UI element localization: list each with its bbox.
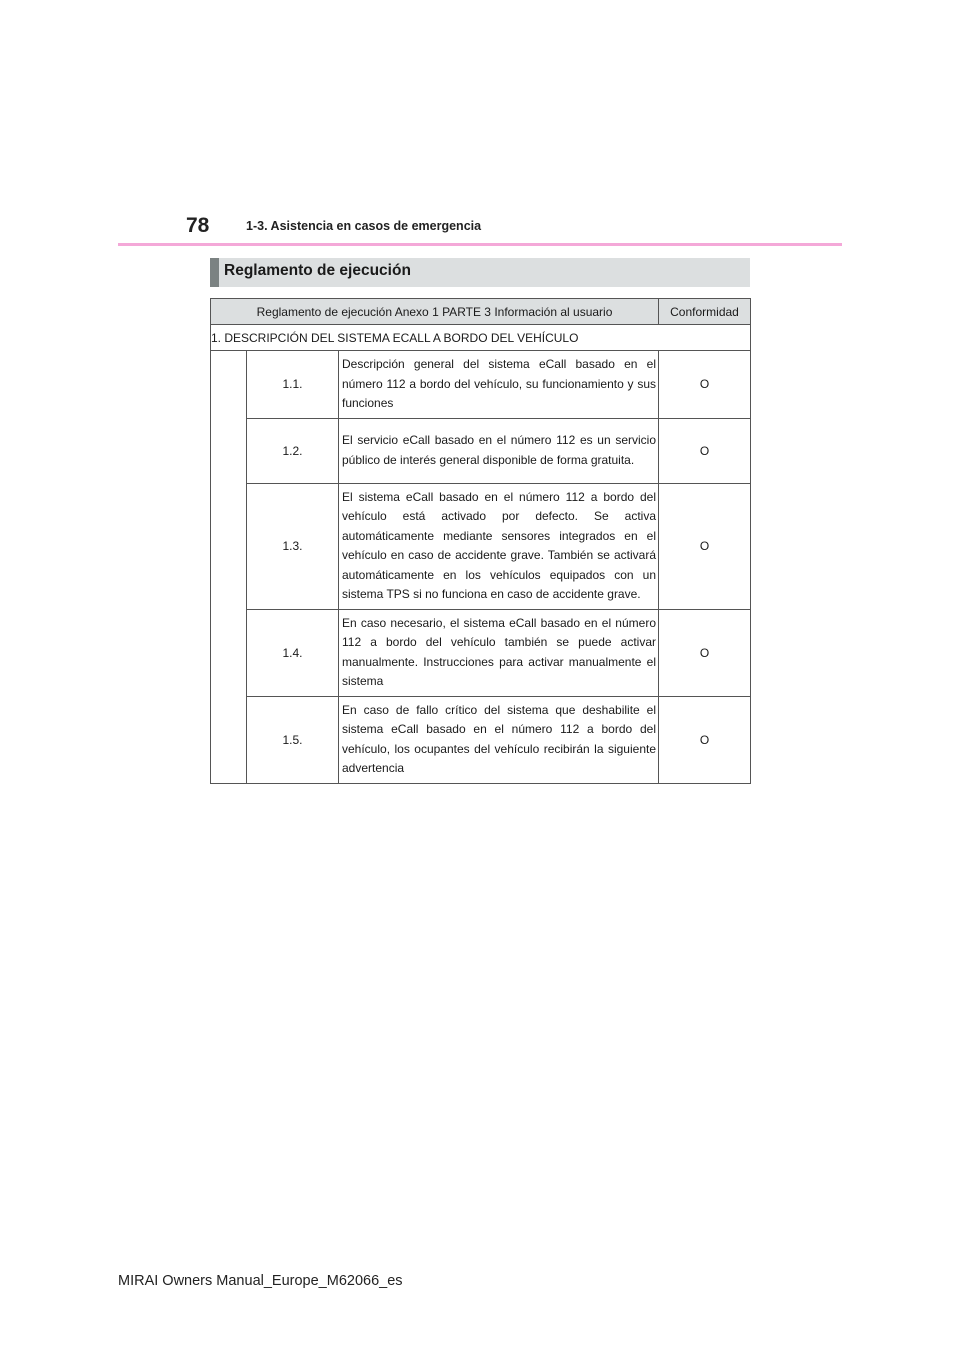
- row-number: 1.4.: [247, 609, 339, 696]
- footer-text: MIRAI Owners Manual_Europe_M62066_es: [118, 1273, 403, 1289]
- table-row: [211, 418, 751, 483]
- row-number: 1.2.: [247, 418, 339, 483]
- row-number: 1.3.: [247, 483, 339, 609]
- row-description: El servicio eCall basado en el número 112 es un servicio público de interés general disponible de forma gratuita.: [339, 418, 659, 483]
- row-conformity: O: [659, 696, 751, 783]
- row-description: En caso necesario, el sistema eCall basado en el número 112 a bordo del vehículo también se puede activar manualmente. Instrucciones para activar manualmente el sistema: [339, 609, 659, 696]
- table-row: [211, 609, 751, 696]
- indent-cell: [211, 351, 247, 784]
- section-row: [211, 325, 751, 351]
- col-header-conformity: Conformidad: [659, 299, 751, 325]
- title-bar-accent: [210, 258, 219, 287]
- section-header: 1-3. Asistencia en casos de emergencia: [246, 219, 482, 233]
- row-number: 1.5.: [247, 696, 339, 783]
- section-row-label: 1. DESCRIPCIÓN DEL SISTEMA ECALL A BORDO DEL VEHÍCULO: [211, 325, 751, 351]
- table-row: [211, 351, 751, 419]
- table-header-row: [211, 299, 751, 325]
- table-row: [211, 483, 751, 609]
- row-conformity: O: [659, 418, 751, 483]
- row-description: En caso de fallo crítico del sistema que deshabilite el sistema eCall basado en el número 112 a bordo del vehículo, los ocupantes del vehículo recibirán la siguiente advertencia: [339, 696, 659, 783]
- title-band: [210, 258, 750, 287]
- regulation-table: [210, 298, 751, 784]
- row-description: El sistema eCall basado en el número 112 a bordo del vehículo está activado por defecto. Se activa automáticamente mediante sensores integrados en el vehículo en caso de accidente grave. También se activará automáticamente en los vehículos equipados con un sistema TPS si no funciona en caso de accidente grave.: [339, 483, 659, 609]
- row-conformity: O: [659, 351, 751, 419]
- page-title: Reglamento de ejecución: [224, 262, 411, 279]
- row-conformity: O: [659, 609, 751, 696]
- header-rule: [118, 243, 842, 246]
- page-number: 78: [186, 214, 210, 237]
- col-header-main: Reglamento de ejecución Anexo 1 PARTE 3 Información al usuario: [211, 299, 659, 325]
- table-row: [211, 696, 751, 783]
- row-conformity: O: [659, 483, 751, 609]
- row-number: 1.1.: [247, 351, 339, 419]
- row-description: Descripción general del sistema eCall basado en el número 112 a bordo del vehículo, su funcionamiento y sus funciones: [339, 351, 659, 419]
